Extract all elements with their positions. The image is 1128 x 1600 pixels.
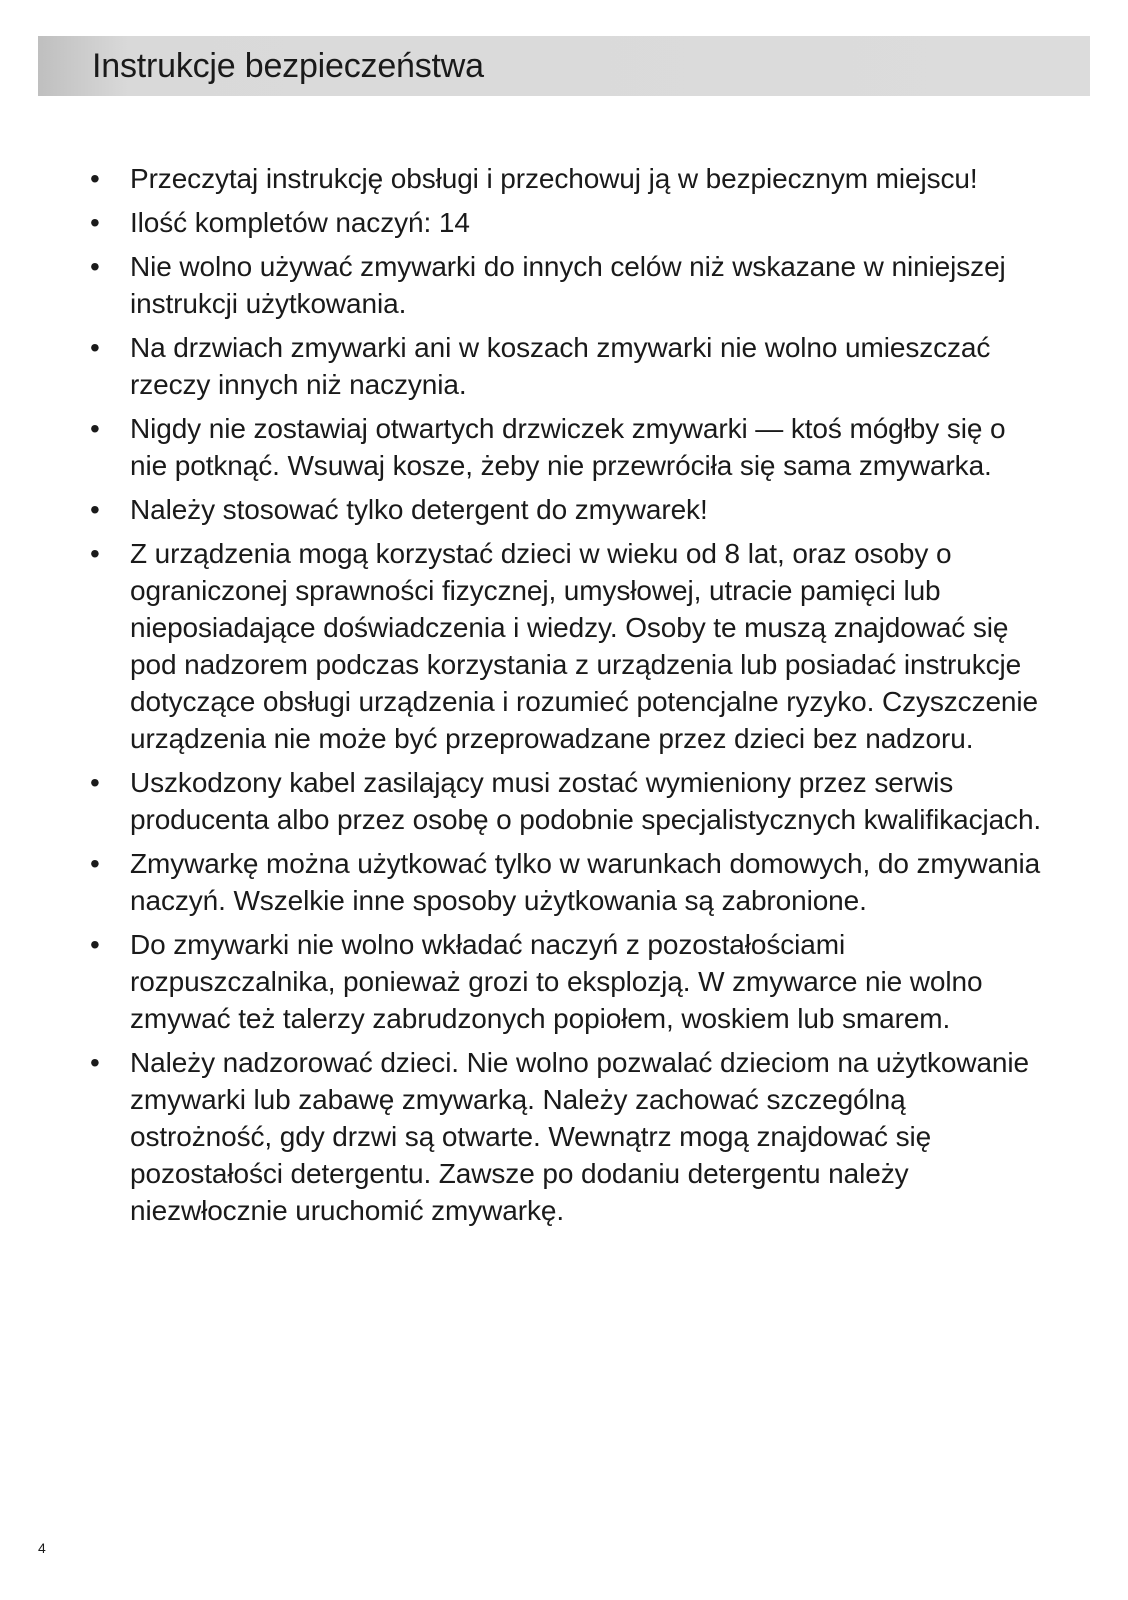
- list-item: [90, 1044, 1050, 1229]
- bullet-icon: •: [90, 767, 100, 798]
- list-item: [90, 764, 1050, 838]
- bullet-icon: •: [90, 413, 100, 444]
- bullet-icon: •: [90, 848, 100, 879]
- list-item-text: Uszkodzony kabel zasilający musi zostać wymieniony przez serwis producenta albo przez osobę o podobnie specjalistycznych kwalifikacjach.: [130, 767, 1042, 835]
- list-item: [90, 160, 1050, 197]
- page-number: 4: [38, 1540, 46, 1556]
- section-header-bar: [38, 36, 1090, 96]
- list-item-text: Należy nadzorować dzieci. Nie wolno pozwalać dzieciom na użytkowanie zmywarki lub zabawę zmywarką. Należy zachować szczególną ostrożność, gdy drzwi są otwarte. Wewnątrz mogą znajdować się pozostałości detergentu. Zawsze po dodaniu detergentu należy niezwłocznie uruchomić zmywarkę.: [130, 1047, 1029, 1226]
- safety-instructions-list: [90, 160, 1050, 1236]
- list-item: [90, 248, 1050, 322]
- list-item-text: Do zmywarki nie wolno wkładać naczyń z pozostałościami rozpuszczalnika, ponieważ grozi to eksplozją. W zmywarce nie wolno zmywać też talerzy zabrudzonych popiołem, woskiem lub smarem.: [130, 929, 983, 1034]
- bullet-icon: •: [90, 538, 100, 569]
- list-item: [90, 535, 1050, 757]
- list-item-text: Nie wolno używać zmywarki do innych celów niż wskazane w niniejszej instrukcji użytkowania.: [130, 251, 1006, 319]
- bullet-icon: •: [90, 251, 100, 282]
- list-item: [90, 204, 1050, 241]
- page-title: Instrukcje bezpieczeństwa: [92, 47, 484, 85]
- bullet-icon: •: [90, 929, 100, 960]
- list-item-text: Należy stosować tylko detergent do zmywarek!: [130, 494, 708, 525]
- bullet-icon: •: [90, 332, 100, 363]
- list-item-text: Nigdy nie zostawiaj otwartych drzwiczek zmywarki — ktoś mógłby się o nie potknąć. Wsuwaj kosze, żeby nie przewróciła się sama zmywarka.: [130, 413, 1006, 481]
- list-item: [90, 926, 1050, 1037]
- list-item-text: Zmywarkę można użytkować tylko w warunkach domowych, do zmywania naczyń. Wszelkie inne sposoby użytkowania są zabronione.: [130, 848, 1041, 916]
- bullet-icon: •: [90, 207, 100, 238]
- list-item: [90, 410, 1050, 484]
- bullet-icon: •: [90, 494, 100, 525]
- bullet-icon: •: [90, 1047, 100, 1078]
- list-item-text: Ilość kompletów naczyń: 14: [130, 207, 470, 238]
- list-item-text: Z urządzenia mogą korzystać dzieci w wieku od 8 lat, oraz osoby o ograniczonej sprawności fizycznej, umysłowej, utracie pamięci lub nieposiadające doświadczenia i wiedzy. Osoby te muszą znajdować się pod nadzorem podczas korzystania z urządzenia lub posiadać instrukcje dotyczące obsługi urządzenia i rozumieć potencjalne ryzyko. Czyszczenie urządzenia nie może być przeprowadzane przez dzieci bez nadzoru.: [130, 538, 1039, 754]
- list-item: [90, 329, 1050, 403]
- list-item-text: Na drzwiach zmywarki ani w koszach zmywarki nie wolno umieszczać rzeczy innych niż naczynia.: [130, 332, 991, 400]
- list-item: [90, 491, 1050, 528]
- bullet-icon: •: [90, 163, 100, 194]
- list-item-text: Przeczytaj instrukcję obsługi i przechowuj ją w bezpiecznym miejscu!: [130, 163, 978, 194]
- list-item: [90, 845, 1050, 919]
